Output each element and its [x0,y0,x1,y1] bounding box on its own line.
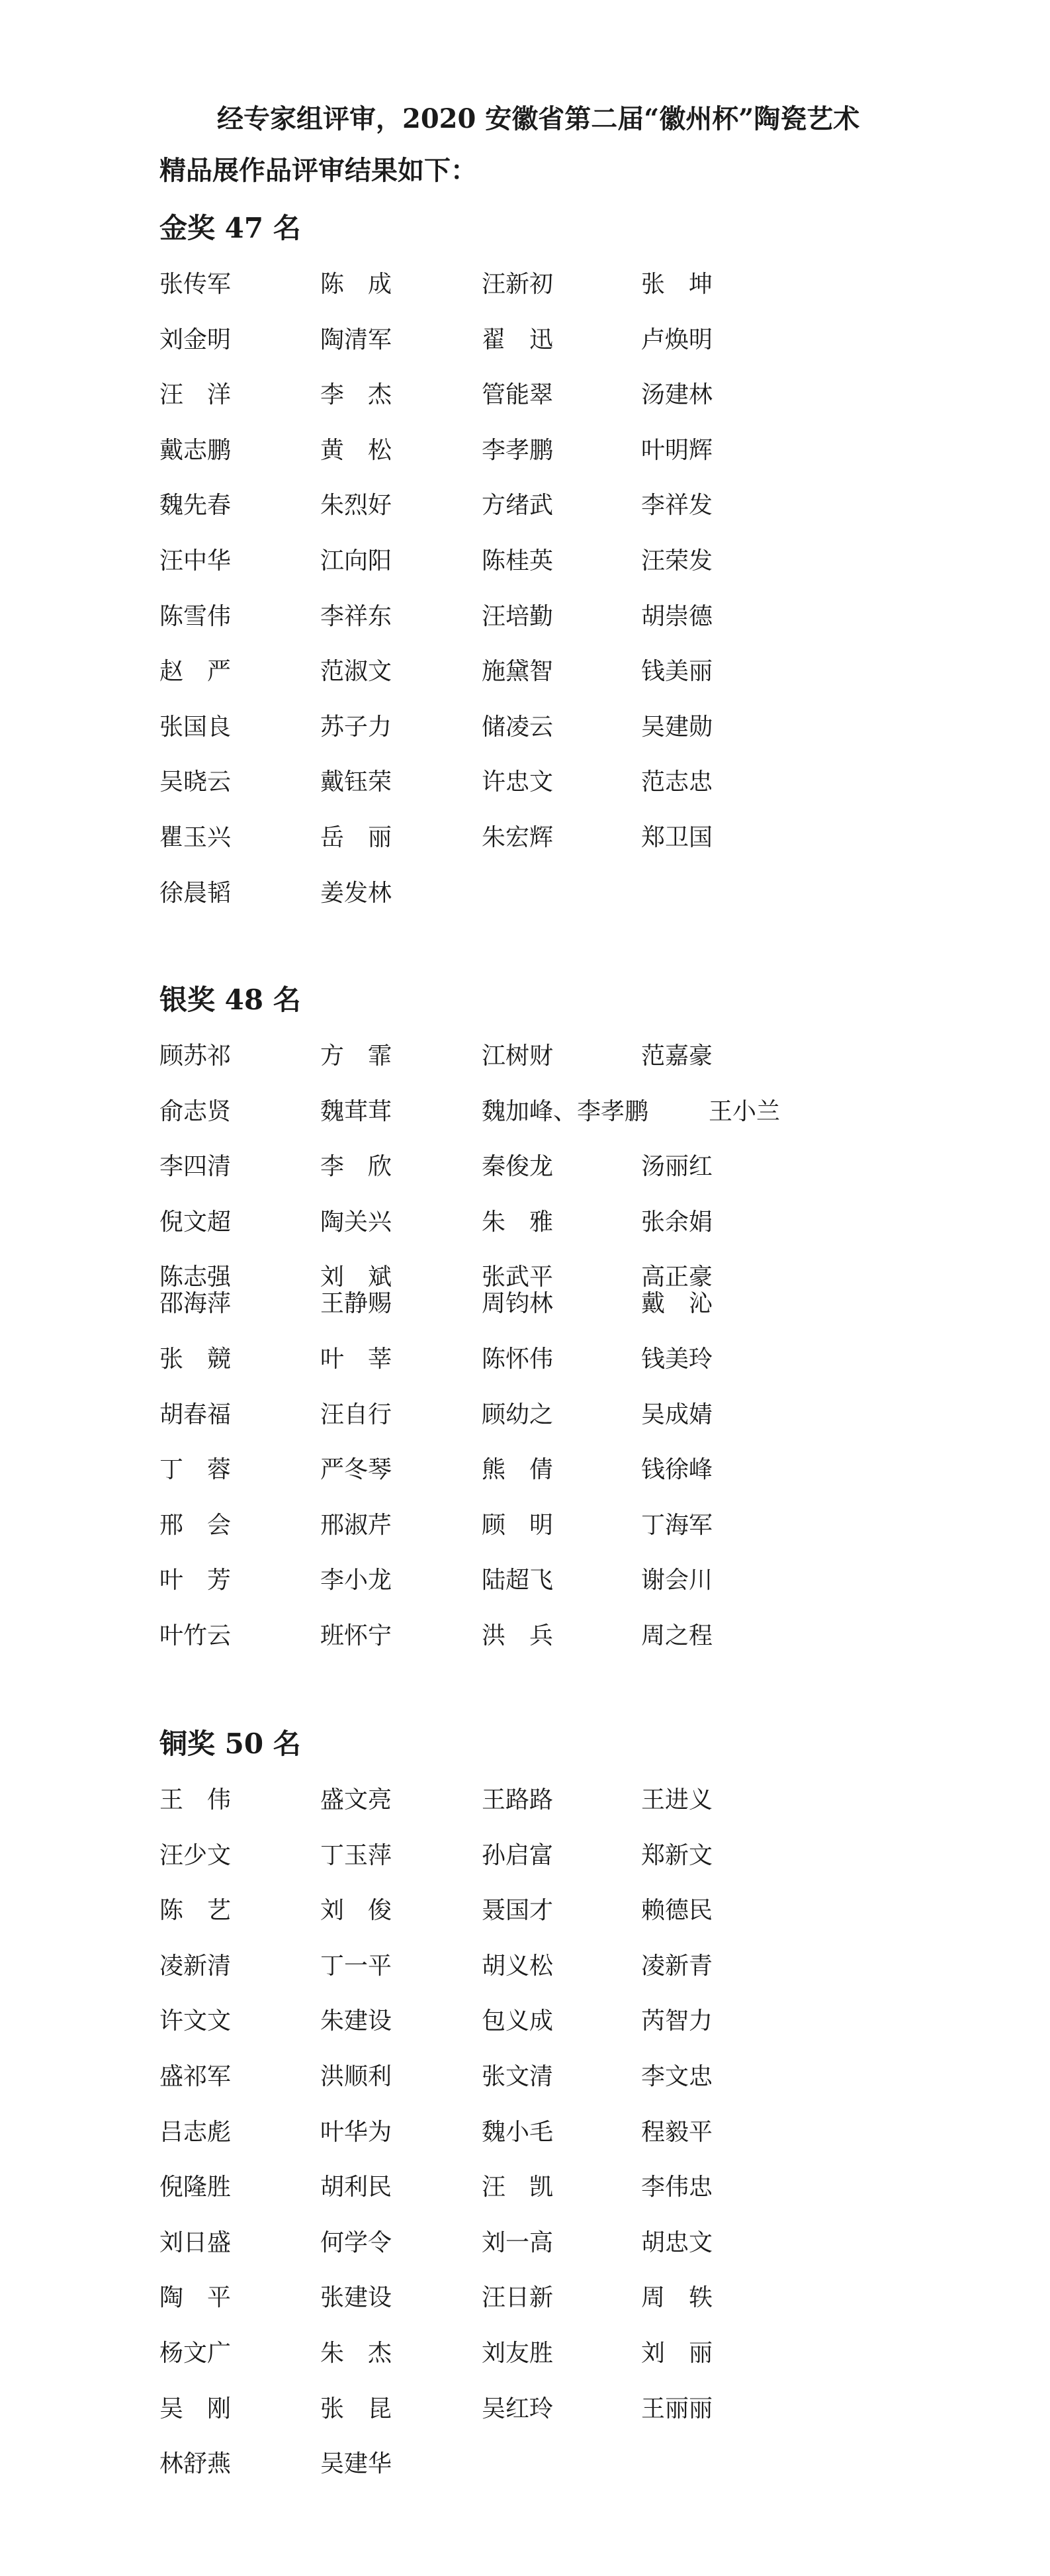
silver-winner-name: 周之程 [641,1622,713,1649]
gold-winner-name: 施黛智 [482,658,554,686]
silver-winner-name: 钱美玲 [641,1345,713,1373]
bronze-award-heading: 铜奖 50 名 [159,1727,301,1760]
bronze-winner-name: 汪少文 [159,1841,232,1869]
gold-winner-name: 李 杰 [320,381,392,409]
silver-winner-name: 王静赐 [320,1290,392,1318]
gold-winner-name: 陈 成 [320,271,392,298]
silver-winner-name: 陈怀伟 [482,1345,554,1373]
bronze-row [159,2173,887,2229]
gold-award-list [159,270,887,934]
gold-row [159,713,887,768]
bronze-row [159,1896,887,1952]
gold-winner-name: 卢焕明 [641,326,713,353]
silver-winner-name: 顾苏祁 [159,1042,232,1070]
silver-winner-name: 丁海军 [641,1511,713,1539]
gold-winner-name: 范淑文 [320,658,392,686]
gold-winner-name: 李祥东 [320,602,392,630]
gold-winner-name: 赵 严 [159,658,232,686]
gold-row [159,326,887,381]
bronze-winner-name: 刘 俊 [320,1897,392,1925]
bronze-winner-name: 杨文广 [159,2339,232,2367]
silver-winner-name: 邵海萍 [159,1290,232,1318]
gold-winner-name: 黄 松 [320,436,392,464]
gold-winner-name: 陈桂英 [482,547,554,575]
bronze-winner-name: 周 轶 [641,2284,713,2312]
bronze-row [159,1786,887,1841]
silver-winner-name: 陈志强 [159,1264,232,1291]
gold-row [159,491,887,547]
intro-line-2: 精品展作品评审结果如下： [159,155,477,186]
silver-winner-name: 范嘉豪 [641,1042,713,1070]
gold-winner-name: 吴建勋 [641,713,713,741]
bronze-winner-name: 叶华为 [320,2118,392,2146]
gold-winner-name: 李祥发 [641,492,713,520]
silver-winner-name: 朱 雅 [482,1208,554,1236]
gold-row [159,768,887,823]
gold-row [159,436,887,492]
gold-winner-name: 郑卫国 [641,823,713,851]
silver-row [159,1097,887,1153]
bronze-winner-name: 程毅平 [641,2118,713,2146]
silver-winner-name: 陆超飞 [482,1567,554,1594]
gold-winner-name: 魏先春 [159,492,232,520]
gold-winner-name: 汪 洋 [159,381,232,409]
bronze-winner-name: 刘友胜 [482,2339,554,2367]
silver-row [159,1455,887,1511]
intro-line-1: 经专家组评审，2020 安徽省第二届“徽州杯”陶瓷艺术 [217,103,860,134]
gold-winner-name: 戴志鹏 [159,436,232,464]
gold-winner-name: 朱烈好 [320,492,392,520]
bronze-winner-name: 王丽丽 [641,2395,713,2422]
gold-row [159,547,887,602]
bronze-award-list [159,1786,887,2505]
gold-winner-name: 范志忠 [641,768,713,796]
silver-winner-name: 班怀宁 [320,1622,392,1649]
silver-winner-name: 方 霏 [320,1042,392,1070]
bronze-row [159,2395,887,2450]
gold-winner-name: 李孝鹏 [482,436,554,464]
silver-winner-name: 汪自行 [320,1401,392,1428]
bronze-winner-name: 胡忠文 [641,2229,713,2256]
bronze-winner-name: 陈 艺 [159,1897,232,1925]
bronze-winner-name: 吴建华 [320,2450,392,2478]
gold-winner-name: 江向阳 [320,547,392,575]
bronze-winner-name: 丁一平 [320,1952,392,1980]
silver-winner-name: 江树财 [482,1042,554,1070]
silver-row [159,1042,887,1097]
bronze-winner-name: 王路路 [482,1786,554,1814]
bronze-winner-name: 张建设 [320,2284,392,2312]
bronze-winner-name: 郑新文 [641,1841,713,1869]
bronze-row [159,2118,887,2174]
silver-winner-name: 王小兰 [709,1097,781,1125]
silver-winner-name: 李四清 [159,1153,232,1181]
gold-row [159,381,887,436]
silver-row [159,1622,887,1677]
silver-winner-name: 叶 莘 [320,1345,392,1373]
bronze-winner-name: 盛祁军 [159,2062,232,2090]
silver-winner-name: 谢会川 [641,1567,713,1594]
bronze-winner-name: 孙启富 [482,1841,554,1869]
silver-winner-name: 熊 倩 [482,1456,554,1484]
silver-row [159,1345,887,1401]
silver-row [159,1289,887,1345]
gold-winner-name: 汪新初 [482,271,554,298]
gold-winner-name: 戴钰荣 [320,768,392,796]
silver-award-heading: 银奖 48 名 [159,984,301,1016]
silver-row [159,1208,887,1264]
bronze-winner-name: 魏小毛 [482,2118,554,2146]
gold-winner-name: 叶明辉 [641,436,713,464]
bronze-winner-name: 李文忠 [641,2062,713,2090]
bronze-winner-name: 朱 杰 [320,2339,392,2367]
silver-winner-name: 张余娟 [641,1208,713,1236]
bronze-winner-name: 盛文亮 [320,1786,392,1814]
gold-winner-name: 许忠文 [482,768,554,796]
bronze-row [159,2007,887,2062]
silver-winner-name: 戴 沁 [641,1290,713,1318]
silver-winner-name: 张武平 [482,1264,554,1291]
silver-winner-name: 胡春福 [159,1401,232,1428]
bronze-winner-name: 吴红玲 [482,2395,554,2422]
bronze-winner-name: 汪日新 [482,2284,554,2312]
gold-winner-name: 钱美丽 [641,658,713,686]
gold-winner-name: 徐晨韬 [159,879,232,907]
bronze-winner-name: 聂国才 [482,1897,554,1925]
silver-winner-name: 顾幼之 [482,1401,554,1428]
gold-row [159,879,887,935]
bronze-winner-name: 何学令 [320,2229,392,2256]
gold-winner-name: 吴晓云 [159,768,232,796]
gold-winner-name: 汪荣发 [641,547,713,575]
silver-winner-name: 钱徐峰 [641,1456,713,1484]
gold-winner-name: 汪中华 [159,547,232,575]
gold-winner-name: 苏子力 [320,713,392,741]
silver-row [159,1401,887,1456]
bronze-winner-name: 胡义松 [482,1952,554,1980]
bronze-winner-name: 汪 凯 [482,2174,554,2201]
bronze-winner-name: 许文文 [159,2007,232,2035]
bronze-winner-name: 陶 平 [159,2284,232,2312]
bronze-winner-name: 刘一高 [482,2229,554,2256]
silver-winner-name: 李 欣 [320,1153,392,1181]
silver-winner-name: 叶竹云 [159,1622,232,1649]
bronze-row [159,2283,887,2339]
silver-row [159,1511,887,1567]
gold-winner-name: 翟 迅 [482,326,554,353]
gold-row [159,270,887,326]
silver-winner-name: 俞志贤 [159,1097,232,1125]
silver-award-list [159,1042,887,1677]
silver-winner-name: 秦俊龙 [482,1153,554,1181]
bronze-winner-name: 凌新青 [641,1952,713,1980]
bronze-winner-name: 胡利民 [320,2174,392,2201]
gold-row [159,823,887,879]
silver-winner-name: 魏加峰、李孝鹏 [482,1097,649,1125]
gold-winner-name: 朱宏辉 [482,823,554,851]
bronze-winner-name: 林舒燕 [159,2450,232,2478]
silver-winner-name: 严冬琴 [320,1456,392,1484]
silver-winner-name: 魏茸茸 [320,1097,392,1125]
silver-winner-name: 叶 芳 [159,1567,232,1594]
bronze-winner-name: 包义成 [482,2007,554,2035]
bronze-winner-name: 吕志彪 [159,2118,232,2146]
silver-winner-name: 邢 会 [159,1511,232,1539]
gold-winner-name: 张国良 [159,713,232,741]
silver-winner-name: 倪文超 [159,1208,232,1236]
bronze-row [159,2062,887,2118]
gold-winner-name: 管能翠 [482,381,554,409]
gold-row [159,602,887,658]
bronze-row [159,1952,887,2007]
gold-winner-name: 刘金明 [159,326,232,353]
bronze-winner-name: 倪隆胜 [159,2174,232,2201]
bronze-winner-name: 吴 刚 [159,2395,232,2422]
silver-winner-name: 洪 兵 [482,1622,554,1649]
silver-winner-name: 刘 斌 [320,1264,392,1291]
silver-winner-name: 吴成婧 [641,1401,713,1428]
bronze-winner-name: 凌新清 [159,1952,232,1980]
gold-winner-name: 姜发林 [320,879,392,907]
gold-winner-name: 胡崇德 [641,602,713,630]
bronze-winner-name: 刘 丽 [641,2339,713,2367]
bronze-row [159,2229,887,2284]
bronze-winner-name: 张 昆 [320,2395,392,2422]
gold-winner-name: 张 坤 [641,271,713,298]
bronze-winner-name: 芮智力 [641,2007,713,2035]
gold-winner-name: 瞿玉兴 [159,823,232,851]
bronze-winner-name: 刘日盛 [159,2229,232,2256]
bronze-winner-name: 丁玉萍 [320,1841,392,1869]
gold-winner-name: 汤建林 [641,381,713,409]
silver-row [159,1152,887,1208]
gold-winner-name: 张传军 [159,271,232,298]
silver-winner-name: 顾 明 [482,1511,554,1539]
gold-winner-name: 汪培勤 [482,602,554,630]
bronze-winner-name: 张文清 [482,2062,554,2090]
bronze-winner-name: 王进义 [641,1786,713,1814]
silver-winner-name: 陶关兴 [320,1208,392,1236]
silver-winner-name: 周钧林 [482,1290,554,1318]
silver-winner-name: 高正豪 [641,1264,713,1291]
silver-winner-name: 邢淑芹 [320,1511,392,1539]
bronze-winner-name: 赖德民 [641,1897,713,1925]
bronze-winner-name: 李伟忠 [641,2174,713,2201]
silver-winner-name: 李小龙 [320,1567,392,1594]
gold-row [159,657,887,713]
gold-award-heading: 金奖 47 名 [159,212,301,244]
bronze-winner-name: 王 伟 [159,1786,232,1814]
gold-winner-name: 储凌云 [482,713,554,741]
gold-winner-name: 方绪武 [482,492,554,520]
silver-winner-name: 丁 蓉 [159,1456,232,1484]
silver-winner-name: 汤丽红 [641,1153,713,1181]
silver-row [159,1566,887,1622]
silver-row [159,1263,887,1289]
bronze-row [159,2339,887,2395]
bronze-row [159,1841,887,1897]
gold-winner-name: 岳 丽 [320,823,392,851]
bronze-winner-name: 洪顺利 [320,2062,392,2090]
gold-winner-name: 陈雪伟 [159,602,232,630]
bronze-winner-name: 朱建设 [320,2007,392,2035]
gold-winner-name: 陶清军 [320,326,392,353]
silver-winner-name: 张 競 [159,1345,232,1373]
bronze-row [159,2450,887,2505]
